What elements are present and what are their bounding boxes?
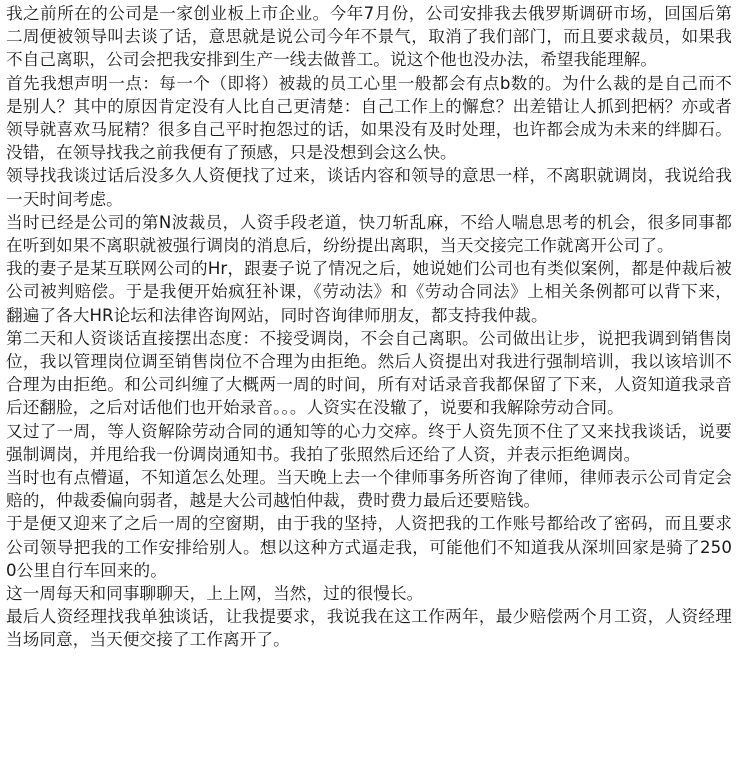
paragraph-wife-advice: 我的妻子是某互联网公司的Hr，跟妻子说了情况之后，她说她们公司也有类似案例，都是仲裁后被公司被判赔偿。于是我便开始疯狂补课，《劳动法》和《劳动合同法》上相关条例都可以背下来，翻遍了各大HR论坛和法律咨询网站，同时咨询律师朋友，都支持我仲裁。	[6, 259, 732, 325]
paragraph-waiting-week: 这一周每天和同事聊聊天，上上网，当然，过的很慢长。	[6, 584, 424, 604]
paragraph-lawyer: 当时也有点懵逼，不知道怎么处理。当天晚上去一个律师事务所咨询了律师，律师表示公司肯定会赔的，仲裁委偏向弱者，越是大公司越怕仲裁，费时费力最后还要赔钱。	[6, 468, 732, 511]
paragraph-hr-visit: 领导找我谈过话后没多久人资便找了过来，谈话内容和领导的意思一样，不离职就调岗，我说给我一天时间考虑。	[6, 166, 732, 209]
paragraph-layoff-wave: 当时已经是公司的第N波裁员，人资手段老道，快刀斩乱麻，不给人喘息思考的机会，很多同事都在听到如果不离职就被强行调岗的消息后，纷纷提出离职，当天交接完工作就离开公司了。	[6, 212, 732, 256]
paragraph-intro: 我之前所在的公司是一家创业板上市企业。今年7月份，公司安排我去俄罗斯调研市场，回国后第二周便被领导叫去谈了话，意思就是说公司今年不景气，取消了我们部门，而且要求裁员，如果我不自己离职，公司会把我安排到生产一线去做普工。说这个他也没办法，希望我能理解。	[6, 4, 732, 70]
paragraph-settlement: 最后人资经理找我单独谈话，让我提要求，我说我在这工作两年，最少赔偿两个月工资，人资经理当场同意，当天便交接了工作离开了。	[6, 607, 732, 650]
paragraph-negotiation: 第二天和人资谈话直接摆出态度：不接受调岗，不会自己离职。公司做出让步，说把我调到销售岗位，我以管理岗位调至销售岗位不合理为由拒绝。然后人资提出对我进行强制培训，我以该培训不合理为由拒绝。和公司纠缠了大概两一周的时间，所有对话录音我都保留了下来，人资知道我录音后还翻脸，之后对话他们也开始录音。。。人资实在没辙了，说要和我解除劳动合同。	[6, 328, 732, 418]
paragraph-transfer-notice: 又过了一周，等人资解除劳动合同的通知等的心力交瘁。终于人资先顶不住了又来找我谈话，说要强制调岗，并甩给我一份调岗通知书。我拍了张照然后还给了人资，并表示拒绝调岗。	[6, 421, 732, 464]
paragraph-standoff: 于是便又迎来了之后一周的空窗期，由于我的坚持，人资把我的工作账号都给改了密码，而且要求公司领导把我的工作安排给别人。想以这种方式逼走我，可能他们不知道我从深圳回家是骑了2500公里自行车回来的。	[6, 514, 732, 580]
paragraph-declaration: 首先我想声明一点：每一个（即将）被裁的员工心里一般都会有点b数的。为什么裁的是自己而不是别人？其中的原因肯定没有人比自己更清楚：自己工作上的懈怠？出差错让人抓到把柄？亦或者领导就喜欢马屁精？很多自己平时抱怨过的话，如果没有及时处理，也许都会成为未来的绊脚石。没错，在领导找我之前我便有了预感，只是没想到会这么快。	[6, 73, 732, 163]
